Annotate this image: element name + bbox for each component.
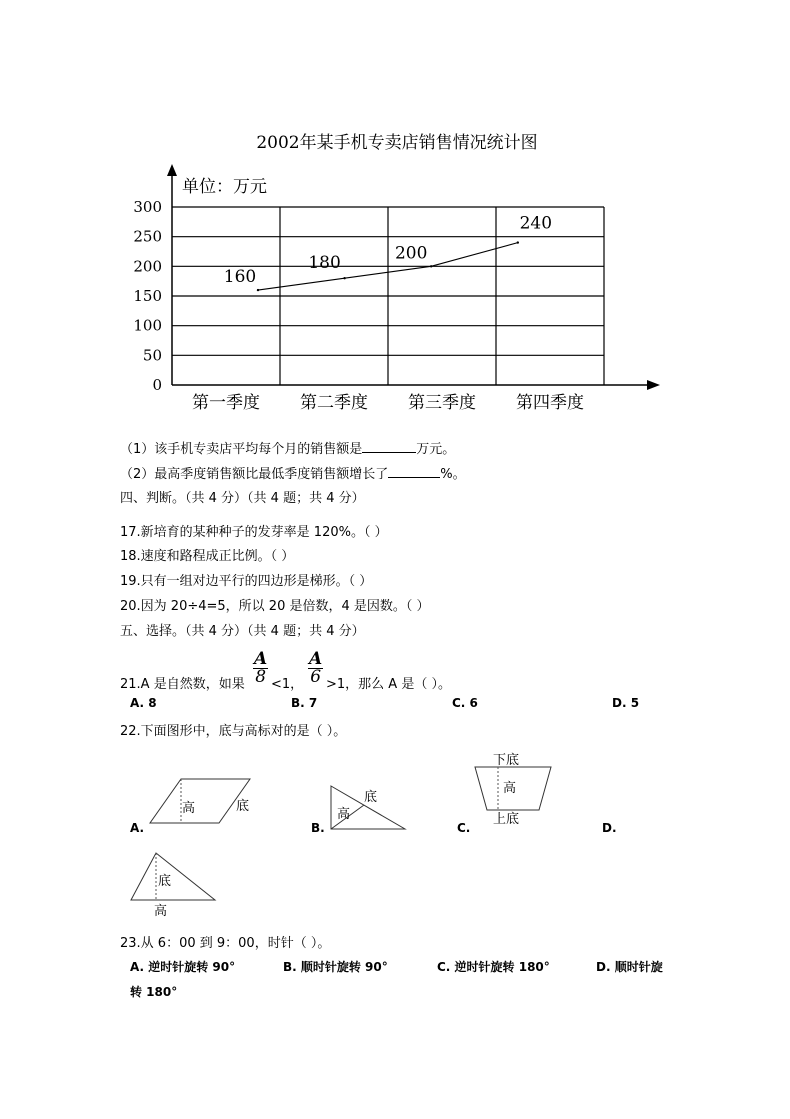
- x-category-label: 第二季度: [300, 393, 368, 413]
- y-tick-label: 0: [152, 376, 162, 394]
- q2-answer-blank[interactable]: [388, 465, 440, 478]
- q1-answer-blank[interactable]: [362, 440, 416, 453]
- q21-option-b[interactable]: B. 7: [291, 696, 318, 710]
- x-category-labels: [192, 393, 584, 413]
- sales-line-chart: [0, 0, 790, 430]
- svg-text:上底: 上底: [493, 812, 520, 827]
- svg-text:底: 底: [236, 799, 250, 814]
- data-point: [343, 277, 345, 279]
- question-23: 23.从 6：00 到 9：00，时针（ ）。: [120, 936, 331, 951]
- q23-option-d[interactable]: D. 顺时针旋: [596, 960, 663, 974]
- question-21-suffix: >1，那么 A 是（ ）。: [326, 677, 451, 692]
- chart-unit-label: 单位：万元: [182, 177, 267, 197]
- question-2: （2）最高季度销售额比最低季度销售额增长了 %。: [120, 467, 466, 482]
- figure-d-triangle: [131, 853, 215, 919]
- figure-c-trapezoid: [475, 752, 551, 827]
- figure-b-triangle: [331, 786, 405, 829]
- svg-text:底: 底: [364, 790, 378, 805]
- svg-text:高: 高: [503, 781, 517, 796]
- data-label: 160: [223, 267, 257, 288]
- fraction-a-over-6: $\frac{A}{6}$: [309, 649, 323, 687]
- q23-option-c[interactable]: C. 逆时针旋转 180°: [437, 960, 550, 974]
- q23-option-b[interactable]: B. 顺时针旋转 90°: [283, 960, 388, 974]
- question-20: 20.因为 20÷4=5，所以 20 是倍数，4 是因数。（ ）: [120, 599, 430, 614]
- q22-figures: [0, 740, 790, 925]
- q22-option-c[interactable]: C.: [457, 821, 471, 835]
- chart-title: 2002年某手机专卖店销售情况统计图: [256, 133, 538, 153]
- chart-grid: [172, 207, 604, 385]
- y-tick-label: 300: [133, 198, 162, 216]
- y-tick-label: 50: [142, 346, 162, 365]
- figure-a-parallelogram: [150, 779, 250, 823]
- q22-option-a[interactable]: A.: [130, 821, 145, 835]
- svg-text:高: 高: [182, 801, 196, 816]
- y-tick-label: 100: [133, 316, 162, 335]
- section-4-heading: 四、判断。（共 4 分）（共 4 题；共 4 分）: [120, 491, 365, 506]
- svg-text:高: 高: [337, 807, 351, 822]
- svg-text:底: 底: [158, 874, 172, 889]
- question-1: （1）该手机专卖店平均每个月的销售额是 万元。: [120, 442, 456, 457]
- question-17: 17.新培育的某种种子的发芽率是 120%。（ ）: [120, 525, 388, 540]
- q21-option-a[interactable]: A. 8: [130, 696, 157, 710]
- q21-option-d[interactable]: D. 5: [612, 696, 640, 710]
- x-category-label: 第四季度: [516, 393, 584, 413]
- data-point: [257, 289, 259, 291]
- data-point: [430, 265, 432, 267]
- q22-option-d[interactable]: D.: [602, 821, 617, 835]
- x-axis-arrow: [647, 380, 660, 390]
- x-category-label: 第三季度: [408, 393, 476, 413]
- section-5-heading: 五、选择。（共 4 分）（共 4 题；共 4 分）: [120, 624, 365, 639]
- data-label: 240: [519, 213, 553, 234]
- y-axis-arrow: [167, 164, 177, 176]
- question-19: 19.只有一组对边平行的四边形是梯形。（ ）: [120, 574, 373, 589]
- q21-option-c[interactable]: C. 6: [452, 696, 478, 710]
- q23-option-d-wrap: 转 180°: [130, 985, 178, 999]
- question-22: 22.下面图形中，底与高标对的是（ ）。: [120, 724, 347, 739]
- y-tick-label: 150: [133, 287, 162, 305]
- q22-option-b[interactable]: B.: [311, 821, 325, 835]
- question-18: 18.速度和路程成正比例。（ ）: [120, 549, 295, 564]
- data-label: 200: [394, 243, 428, 264]
- q23-option-a[interactable]: A. 逆时针旋转 90°: [130, 960, 236, 974]
- y-tick-label: 250: [133, 227, 162, 246]
- fraction-a-over-8: $\frac{A}{8}$: [254, 649, 268, 687]
- x-category-label: 第一季度: [192, 393, 260, 413]
- svg-text:高: 高: [154, 904, 168, 919]
- data-label: 180: [308, 253, 341, 274]
- y-tick-label: 200: [133, 257, 162, 276]
- y-tick-labels: [133, 198, 162, 394]
- svg-text:下底: 下底: [493, 753, 520, 768]
- data-point: [517, 241, 519, 243]
- question-21-prefix: 21.A 是自然数，如果: [120, 677, 245, 692]
- question-21-mid: <1，: [271, 677, 304, 692]
